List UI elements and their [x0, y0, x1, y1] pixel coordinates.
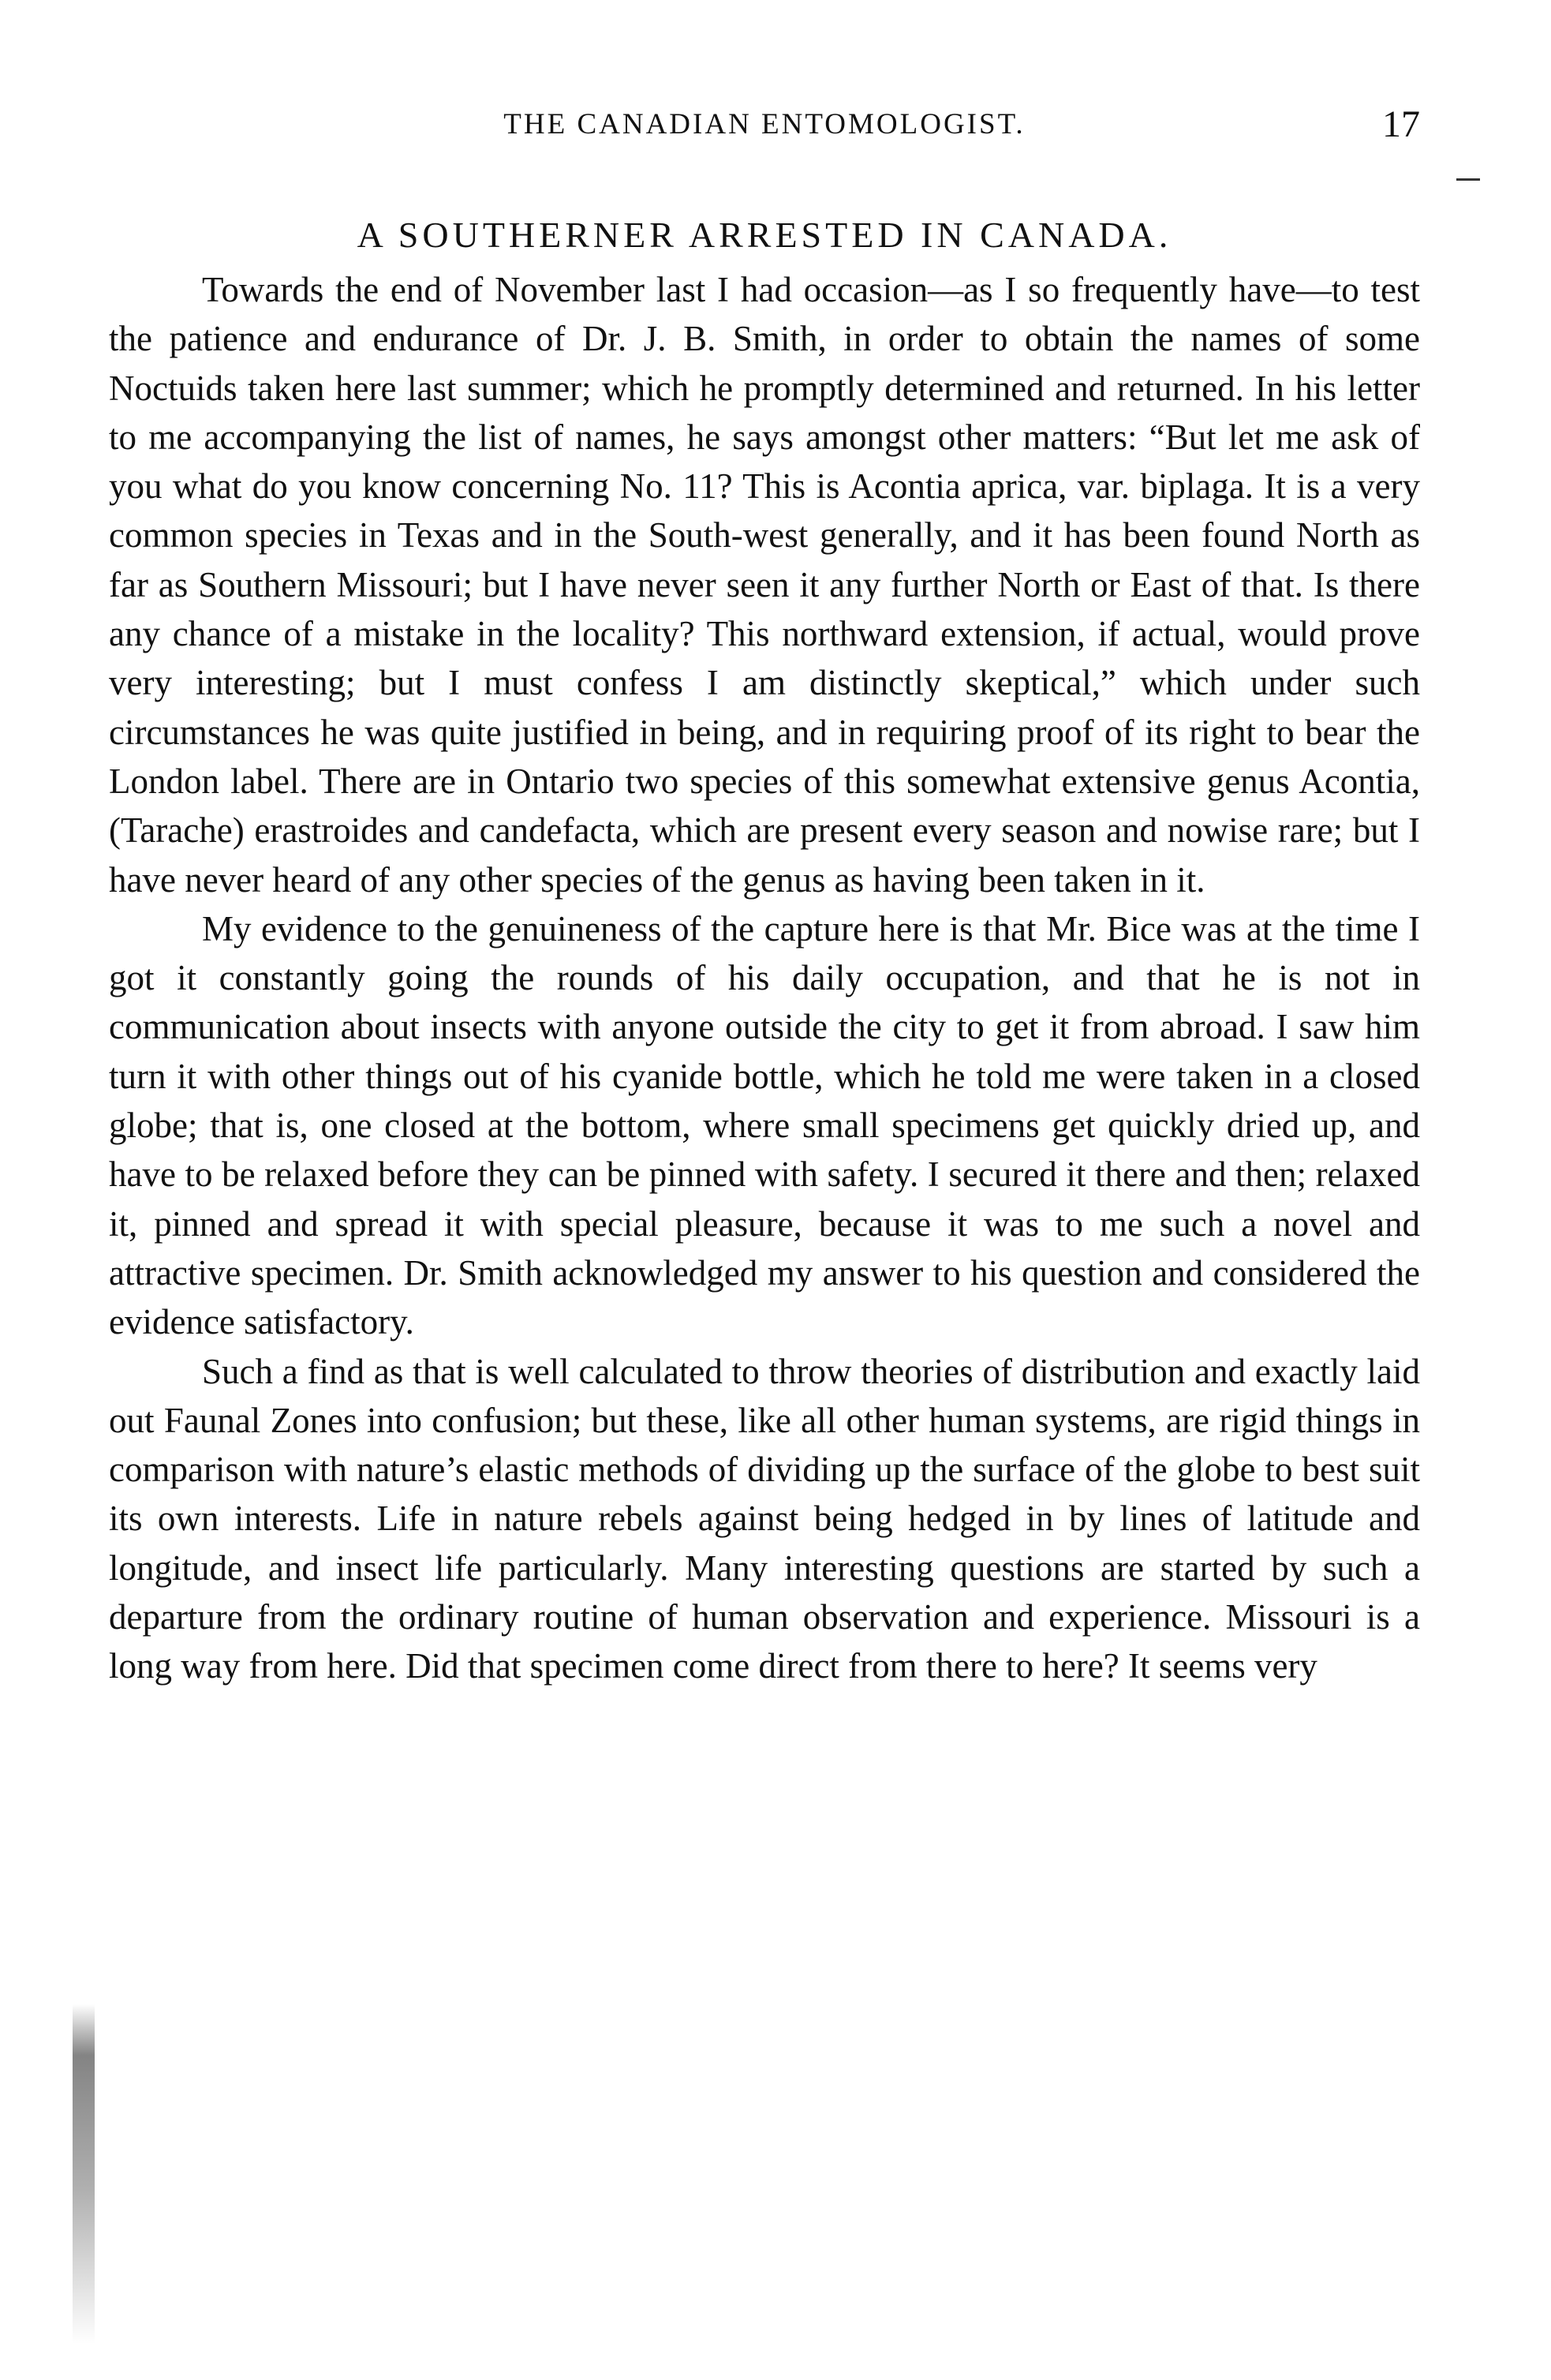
running-header [109, 101, 1420, 148]
scan-mark [1456, 178, 1480, 181]
article-body [109, 265, 1420, 1691]
paragraph: Towards the end of November last I had occasion—as I so frequently have—to test the patience and endurance of Dr. J. B. Smith, in order to obtain the names of some Noctuids taken here last summer; which he promptly determined and returned. In his letter to me accompanying the list of names, he says amongst other matters: “But let me ask of you what do you know concerning No. 11? This is Acontia aprica, var. biplaga. It is a very common species in Texas and in the South-west generally, and it has been found North as far as Southern Missouri; but I have never seen it any further North or East of that. Is there any chance of a mistake in the locality? This northward extension, if actual, would prove very interesting; but I must confess I am distinctly skeptical,” which under such circumstances he was quite justified in being, and in requiring proof of its right to bear the London label. There are in Ontario two species of this somewhat extensive genus Acontia, (Tarache) erastroides and candefacta, which are present every season and nowise rare; but I have never heard of any other species of the genus as having been taken in it. [109, 270, 1420, 900]
article-title: A SOUTHERNER ARRESTED IN CANADA. [357, 215, 1172, 255]
journal-title: THE CANADIAN ENTOMOLOGIST. [503, 108, 1026, 140]
binding-edge-shadow [73, 2004, 95, 2344]
article [109, 211, 1420, 1691]
page-number: 17 [1382, 103, 1420, 145]
paragraph: Such a find as that is well calculated to throw theories of distribution and exactly laid out Faunal Zones into confusion; but these, like all other human systems, are rigid things in comparison with nature’s elastic methods of dividing up the surface of the globe to best suit its own interests. Life in nature rebels against being hedged in by lines of latitude and longitude, and insect life particularly. Many interesting questions are started by such a departure from the ordinary routine of human observation and experience. Missouri is a long way from here. Did that specimen come direct from there to here? It seems very [109, 1351, 1420, 1686]
paragraph: My evidence to the genuineness of the capture here is that Mr. Bice was at the time I got it constantly going the rounds of his daily occupation, and that he is not in communication about insects with anyone outside the city to get it from abroad. I saw him turn it with other things out of his cyanide bottle, which he told me were taken in a closed globe; that is, one closed at the bottom, where small specimens get quickly dried up, and have to be relaxed before they can be pinned with safety. I secured it there and then; relaxed it, pinned and spread it with special pleasure, because it was to me such a novel and attractive specimen. Dr. Smith acknowledged my answer to his question and considered the evidence satisfactory. [109, 908, 1420, 1342]
